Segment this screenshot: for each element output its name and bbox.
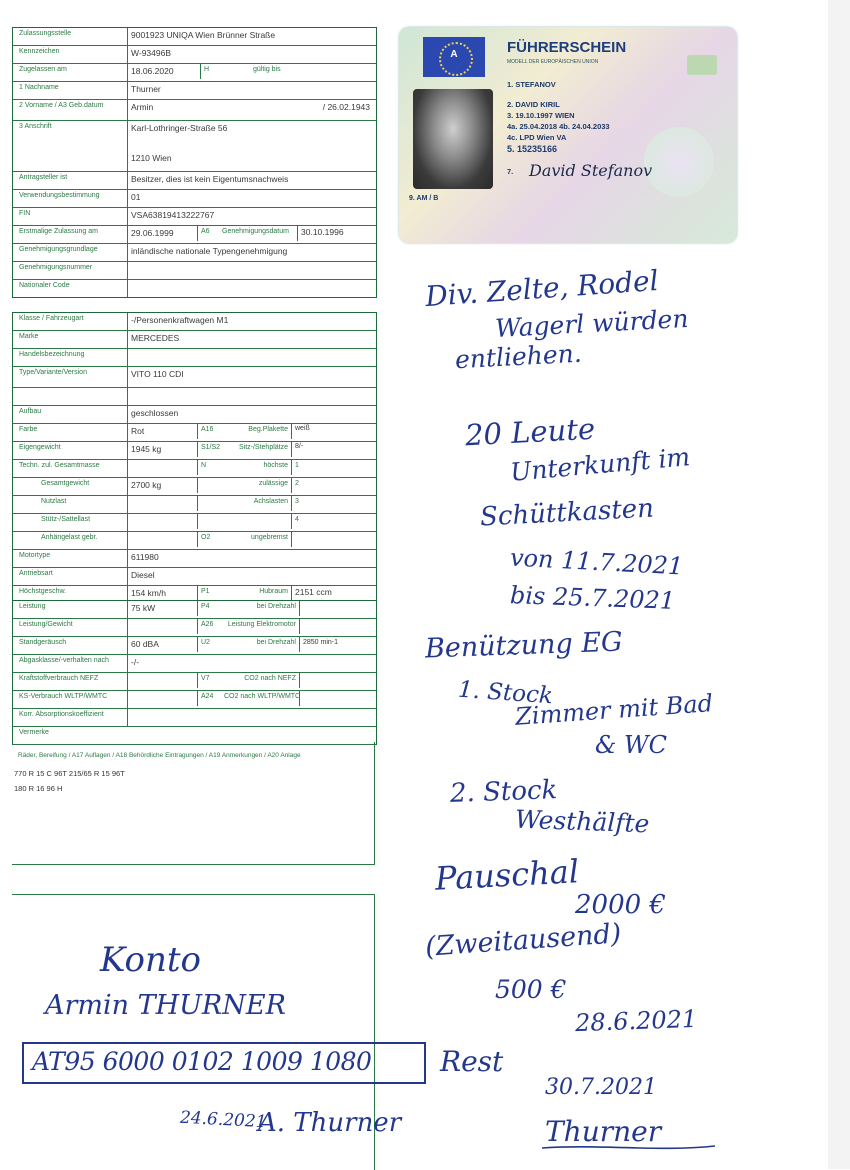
signature-underline <box>540 1140 720 1154</box>
handwritten-line: Benützung EG <box>424 626 624 665</box>
reg-row: Genehmigungsnummer <box>13 262 376 280</box>
reg-row: 2 Vorname / A3 Geb.datum Armin / 26.02.1943 <box>13 100 376 121</box>
license-field: 4a. 25.04.2018 4b. 24.04.2033 <box>507 122 610 131</box>
handwritten-line: von 11.7.2021 <box>509 543 684 581</box>
remarks-header: Räder, Bereifung / A17 Auflagen / A18 Behördliche Eintragungen / A19 Anmerkungen / A20 Anlage <box>18 752 301 759</box>
license-categories: 9. AM / B <box>409 195 439 202</box>
reg-row-address: 3 Anschrift Karl-Lothringer-Straße 56 1210 Wien <box>13 121 376 172</box>
scan-edge <box>828 0 850 1169</box>
handwritten-line: 2. Stock <box>449 775 558 809</box>
registration-block-1 <box>12 27 377 298</box>
reg-row: Genehmigungsgrundlage inländische nationale Typengenehmigung <box>13 244 376 262</box>
license-field: 1. STEFANOV <box>507 80 556 89</box>
reg-row: FIN VSA63819413222767 <box>13 208 376 226</box>
tire-line: 770 R 15 C 96T 215/65 R 15 96T <box>14 769 125 778</box>
license-emblem-icon <box>687 55 717 75</box>
handwritten-line: entliehen. <box>454 338 583 375</box>
license-sign-label: 7. <box>507 167 514 176</box>
reg-row: Verwendungsbestimmung 01 <box>13 190 376 208</box>
reg-row: Erstmalige Zulassung am 29.06.1999 A6 Genehmigungsdatum 30.10.1996 <box>13 226 376 244</box>
license-field: 4c. LPD Wien VA <box>507 133 567 142</box>
reg-row: Nationaler Code <box>13 280 376 297</box>
reg-row: Kennzeichen W-93496B <box>13 46 376 64</box>
reg-row: 1 Nachname Thurner <box>13 82 376 100</box>
handwritten-line: Schüttkasten <box>479 493 655 533</box>
signature-landlord: Thurner <box>545 1115 662 1148</box>
handwritten-line: 30.7.2021 <box>545 1075 657 1100</box>
handwritten-line: 1. Stock <box>457 676 554 710</box>
tire-line: 180 R 16 96 H <box>14 784 63 793</box>
signature-thurner: A. Thurner <box>258 1108 402 1138</box>
registration-block-3: Leistung 75 kW P4 bei Drehzahl Leistung/Gewicht A26 Leistung Elektromotor Standgeräusch 60 dBA U2 bei Drehzahl 2850 min-1 Abgasklasse/-verhalten nach -/- Kraftstoffverbrauch NEFZ V7 CO2 nach NEFZ KS-Verbrauch WLTP/WMTC A24 CO2 nach WLTP/WMTC Korr. Absorptionskoeffizient Vermerke <box>12 600 377 745</box>
handwritten-line: Rest <box>440 1045 504 1078</box>
registration-block-2: Klasse / Fahrzeugart -/Personenkraftwagen M1 Marke MERCEDES Handelsbezeichnung Type/Variante/Version VITO 110 CDI Aufbau geschlossen Farbe Rot A16 Beg.Plakette weiß Eigengewicht 1945 kg S1/S2 Sitz-/Stehplätze 8/- Techn. zul. Gesamtmasse N höchste 1 Gesamtgewicht 2700 kg zulässige 2 Nutzlast Achslasten 3 Stütz-/Sattellast 4 Anhängelast gebr. O2 ungebremst Motortype 611980 Antriebsart Diesel Höchstgeschw. 154 km/h P1 Hubraum 2151 ccm <box>12 312 377 604</box>
handwritten-line: 28.6.2021 <box>574 1004 698 1038</box>
handwritten-line: 20 Leute <box>464 411 596 453</box>
license-title: FÜHRERSCHEIN <box>507 39 627 56</box>
license-subtitle: MODELL DER EUROPÄISCHEN UNION <box>507 59 599 65</box>
driving-license <box>399 27 737 243</box>
handwritten-line: & WC <box>595 731 668 759</box>
license-field: 3. 19.10.1997 WIEN <box>507 111 575 120</box>
license-signature: David Stefanov <box>529 161 653 180</box>
eu-flag-icon: A <box>423 37 485 77</box>
hologram-icon <box>644 127 714 197</box>
handwritten-line: Westhälfte <box>514 804 650 839</box>
handwritten-line: Armin THURNER <box>45 990 286 1021</box>
handwritten-line: Wagerl würden <box>494 303 690 344</box>
handwritten-line: 2000 € <box>575 890 666 920</box>
handwritten-date: 24.6.2021 <box>179 1107 267 1133</box>
handwritten-line: 500 € <box>495 975 567 1004</box>
iban-number: AT95 6000 0102 1009 1080 <box>32 1047 372 1076</box>
handwritten-line: Zimmer mit Bad <box>514 689 714 731</box>
license-photo <box>413 89 493 189</box>
handwritten-line: Pauschal <box>434 852 580 898</box>
handwritten-line: (Zweitausend) <box>424 918 623 963</box>
reg-row: Zulassungsstelle 9001923 UNIQA Wien Brünner Straße <box>13 28 376 46</box>
handwritten-line: Div. Zelte, Rodel <box>424 263 660 314</box>
remarks-area <box>12 742 375 865</box>
handwritten-line: bis 25.7.2021 <box>509 581 676 615</box>
reg-row: Zugelassen am 18.06.2020 H gültig bis <box>13 64 376 82</box>
handwritten-line: Unterkunft im <box>509 442 692 487</box>
reg-row: Antragsteller ist Besitzer, dies ist kein Eigentumsnachweis <box>13 172 376 190</box>
license-field: 5. 15235166 <box>507 144 558 154</box>
license-field: 2. DAVID KIRIL <box>507 100 560 109</box>
handwritten-line: Konto <box>100 940 201 980</box>
